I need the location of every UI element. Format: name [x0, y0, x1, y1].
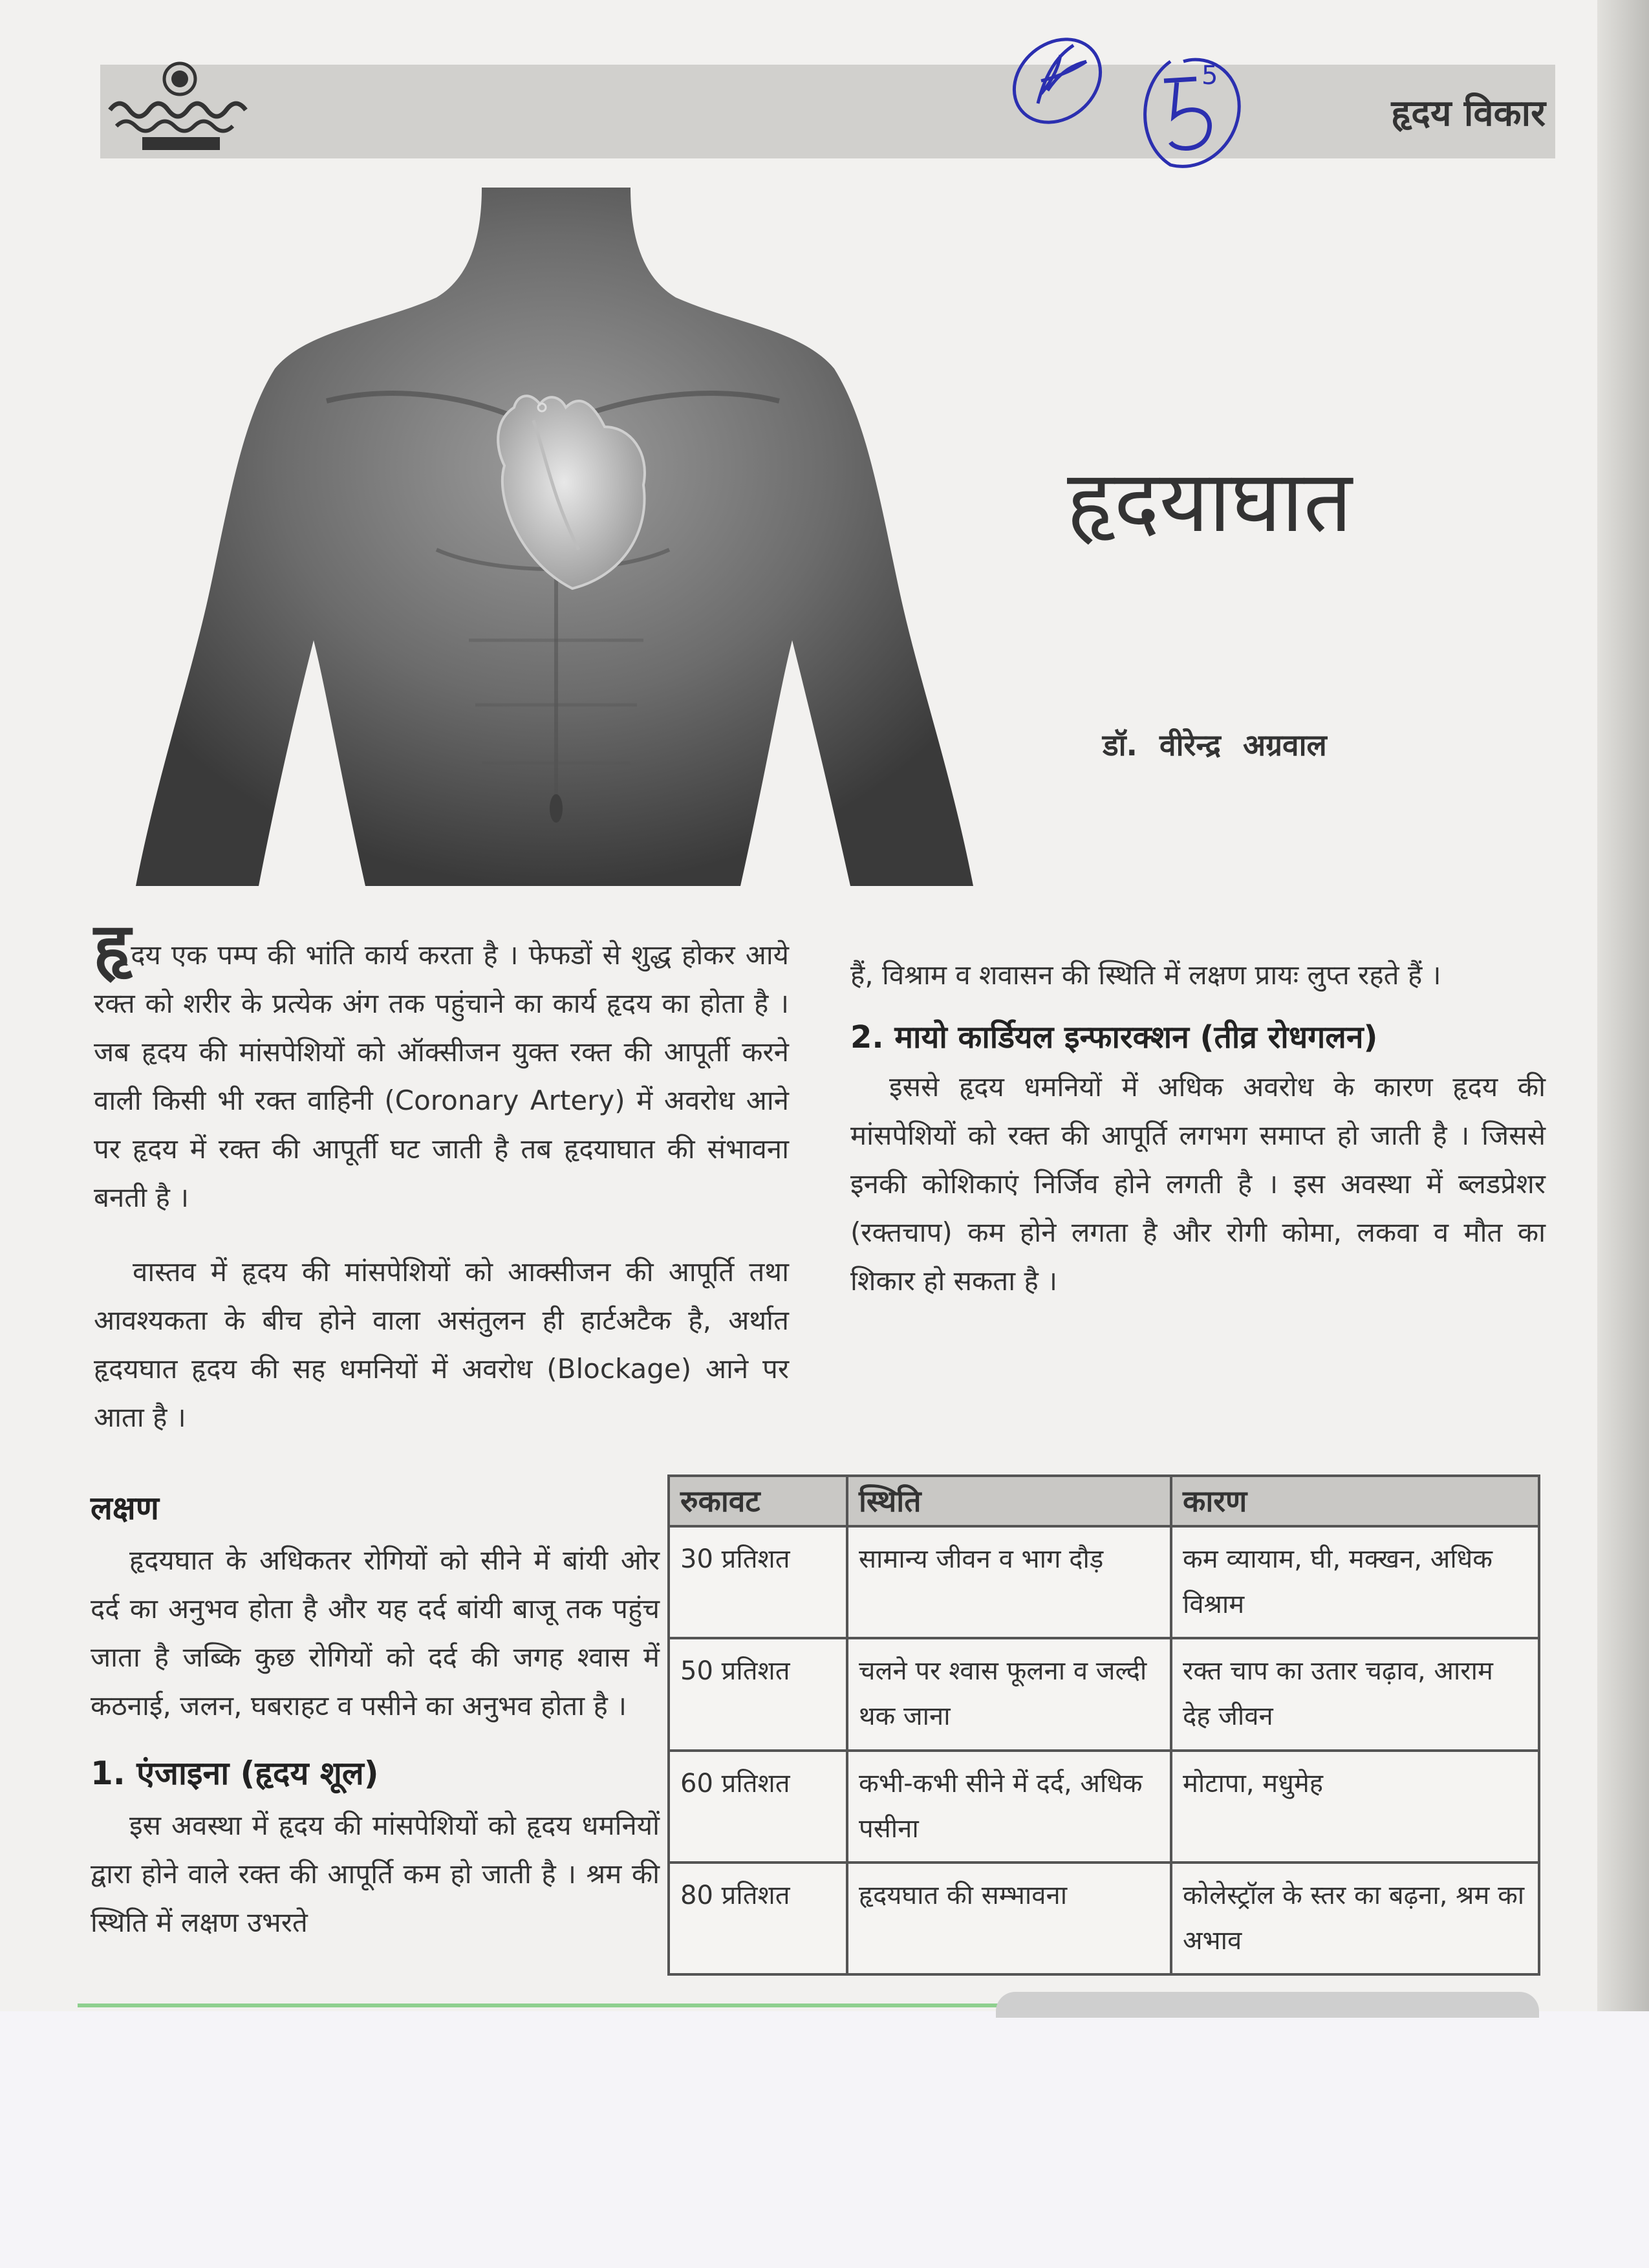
heading-angina: 1. एंजाइना (हृदय शूल) [91, 1755, 379, 1792]
header-cause: कारण [1171, 1476, 1539, 1526]
blockage-table [667, 1474, 1540, 1976]
table-header-row [669, 1476, 1539, 1526]
cell-blockage: 50 प्रतिशत [669, 1638, 847, 1750]
heading-myocardial-infarction: 2. मायो कार्डियल इन्फारक्शन (तीव्र रोधगलन) [850, 1019, 1378, 1055]
heading-symptoms: लक्षण [91, 1489, 159, 1527]
column-symptoms [91, 1481, 660, 1947]
author-byline: डॉ. वीरेन्द्र अग्रवाल [1103, 728, 1327, 762]
angina-continued: हैं, विश्राम व शवासन की स्थिति में लक्षण प्रायः लुप्त रहते हैं । [850, 959, 1441, 991]
table-row [669, 1751, 1539, 1863]
header-band [100, 65, 1555, 158]
angina-paragraph: इस अवस्था में हृदय की मांसपेशियों को हृदय धमनियों द्वारा होने वाले रक्त की आपूर्ति कम हो जाती है । श्रम की स्थिति में लक्षण उभरते [91, 1809, 660, 1938]
symptoms-paragraph: हृदयघात के अधिकतर रोगियों को सीने में बांयी ओर दर्द का अनुभव होता है और यह दर्द बांयी बाजू तक पहुंच जाता है जब्कि कुछ रोगियों को दर्द की जगह श्वास में कठनाई, जलन, घबराहट व पसीने का अनुभव होता है । [91, 1544, 660, 1722]
cell-condition: हृदयघात की सम्भावना [847, 1863, 1171, 1974]
page-edge-shadow [1597, 0, 1649, 2069]
column-intro [94, 908, 789, 1442]
cell-blockage: 80 प्रतिशत [669, 1863, 847, 1974]
cell-cause: कम व्यायाम, घी, मक्खन, अधिक विश्राम [1171, 1526, 1539, 1638]
header-blockage: रुकावट [669, 1476, 847, 1526]
cell-condition: कभी-कभी सीने में दर्द, अधिक पसीना [847, 1751, 1171, 1863]
handwritten-number-text: 5 [1202, 61, 1218, 91]
cell-cause: रक्त चाप का उतार चढ़ाव, आराम देह जीवन [1171, 1638, 1539, 1750]
table-row [669, 1526, 1539, 1638]
handwritten-signature-icon [1002, 26, 1112, 136]
cell-condition: सामान्य जीवन व भाग दौड़ [847, 1526, 1171, 1638]
page-number-tab [996, 1992, 1539, 2018]
table-row [669, 1638, 1539, 1750]
green-rule [78, 2003, 1112, 2007]
logo-emblem-icon [103, 58, 259, 155]
header-condition: स्थिति [847, 1476, 1171, 1526]
column-right [850, 951, 1546, 1305]
mi-paragraph: इससे हृदय धमनियों में अधिक अवरोध के कारण हृदय की मांसपेशियों को रक्त की आपूर्ति लगभग समाप्त हो जाती है । जिससे इनकी कोशिकाएं निर्जिव होने लगती है । इस अवस्था में ब्लडप्रेशर (रक्तचाप) कम होने लगता है और रोगी कोमा, लकवा व मौत का शिकार हो सकता है । [850, 1071, 1546, 1297]
article-title: हृदयाघात [1067, 452, 1352, 552]
section-title: हृदय विकार [1391, 92, 1546, 135]
intro-paragraph [94, 908, 789, 1222]
drop-cap: हृ [94, 908, 131, 987]
intro-text: दय एक पम्प की भांति कार्य करता है । फेफडों से शुद्ध होकर आये रक्त को शरीर के प्रत्येक अंग तक पहुंचाने का कार्य हृदय का होता है । जब हृदय की मांसपेशियों को ऑक्सीजन युक्त रक्त की आपूर्ती करने वाली किसी भी रक्त वाहिनी (Coronary Artery) में अवरोध आने पर हृदय में रक्त की आपूर्ती घट जाती है तब हृदयाघात की संभावना बनती है । [94, 939, 789, 1213]
cell-blockage: 30 प्रतिशत [669, 1526, 847, 1638]
cell-blockage: 60 प्रतिशत [669, 1751, 847, 1863]
anatomy-illustration [133, 188, 986, 886]
table-row [669, 1863, 1539, 1974]
paragraph-blockage: वास्तव में हृदय की मांसपेशियों को आक्सीजन की आपूर्ति तथा आवश्यकता के बीच होने वाला असंतुलन ही हार्टअटैक है, अर्थात हृदयघात हृदय की सह धमनियों में अवरोध (Blockage) आने पर आता है । [94, 1256, 789, 1433]
handwritten-number-mark [1125, 45, 1255, 175]
cell-cause: कोलेस्ट्रॉल के स्तर का बढ़ना, श्रम का अभाव [1171, 1863, 1539, 1974]
cell-cause: मोटापा, मधुमेह [1171, 1751, 1539, 1863]
cell-condition: चलने पर श्वास फूलना व जल्दी थक जाना [847, 1638, 1171, 1750]
scan-background [0, 2011, 1649, 2268]
